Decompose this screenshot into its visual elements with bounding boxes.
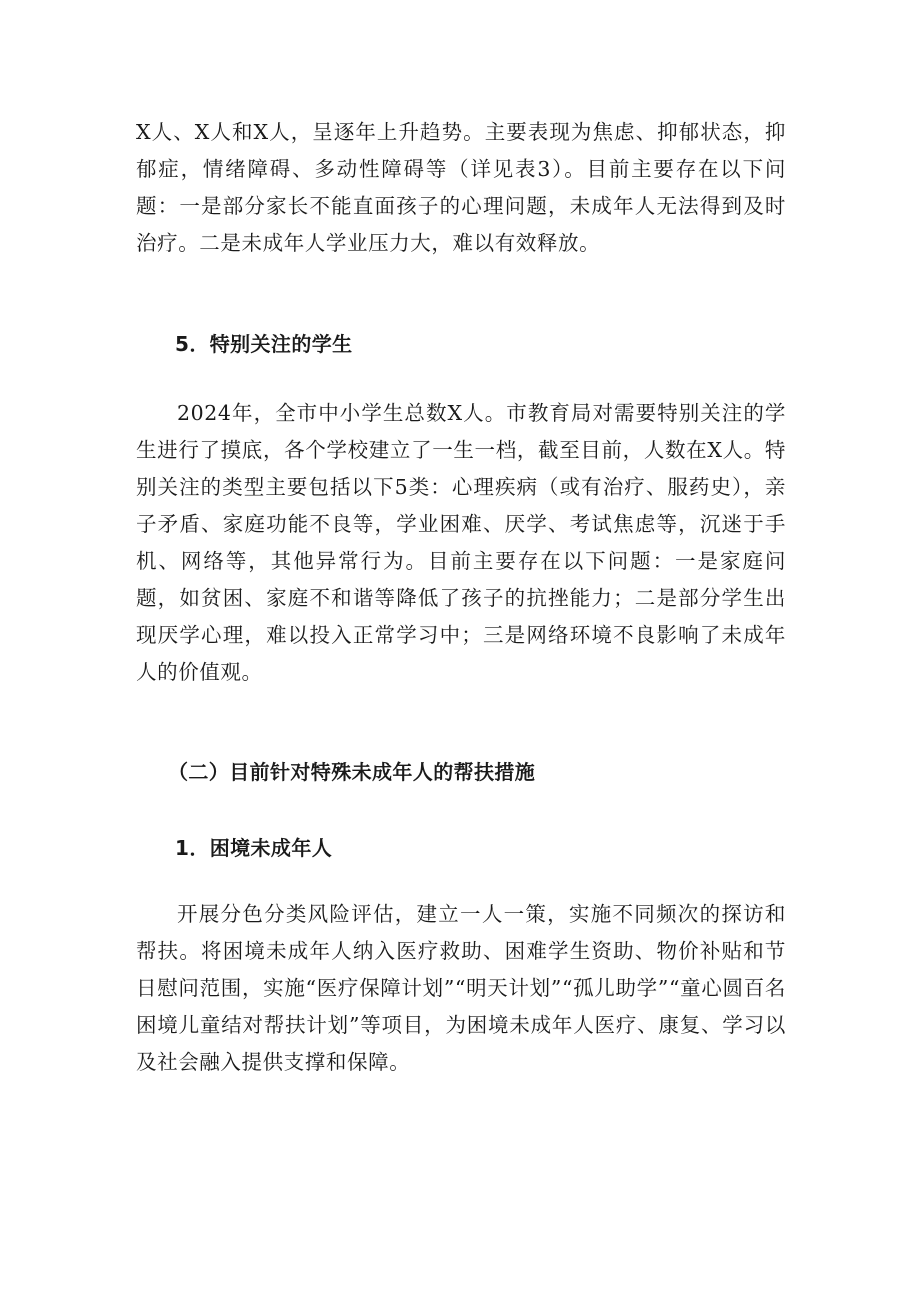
heading-minors-in-difficulty: 1．困境未成年人	[175, 836, 333, 860]
paragraph-anxiety-depression: X人、X人和X人，呈逐年上升趋势。主要表现为焦虑、抑郁状态，抑郁症，情绪障碍、多动性障碍等（详见表3）。目前主要存在以下问题：一是部分家长不能直面孩子的心理问题，未成年人无法得到及时治疗。二是未成年人学业压力大，难以有效释放。	[136, 120, 786, 255]
paragraph-minors-in-difficulty: 开展分色分类风险评估，建立一人一策，实施不同频次的探访和帮扶。将困境未成年人纳入医疗救助、困难学生资助、物价补贴和节日慰问范围，实施“医疗保障计划”“明天计划”“孤儿助学”“童心圆百名困境儿童结对帮扶计划”等项目，为困境未成年人医疗、康复、学习以及社会融入提供支撑和保障。	[136, 902, 786, 1074]
heading-assistance-measures: （二）目前针对特殊未成年人的帮扶措施	[168, 760, 536, 784]
heading-special-attention-students: 5．特别关注的学生	[175, 332, 353, 356]
paragraph-special-attention: 2024年，全市中小学生总数X人。市教育局对需要特别关注的学生进行了摸底，各个学校建立了一生一档，截至目前，人数在X人。特别关注的类型主要包括以下5类：心理疾病（或有治疗、服药史），亲子矛盾、家庭功能不良等，学业困难、厌学、考试焦虑等，沉迷于手机、网络等，其他异常行为。目前主要存在以下问题：一是家庭问题，如贫困、家庭不和谐等降低了孩子的抗挫能力；二是部分学生出现厌学心理，难以投入正常学习中；三是网络环境不良影响了未成年人的价值观。	[136, 401, 786, 684]
